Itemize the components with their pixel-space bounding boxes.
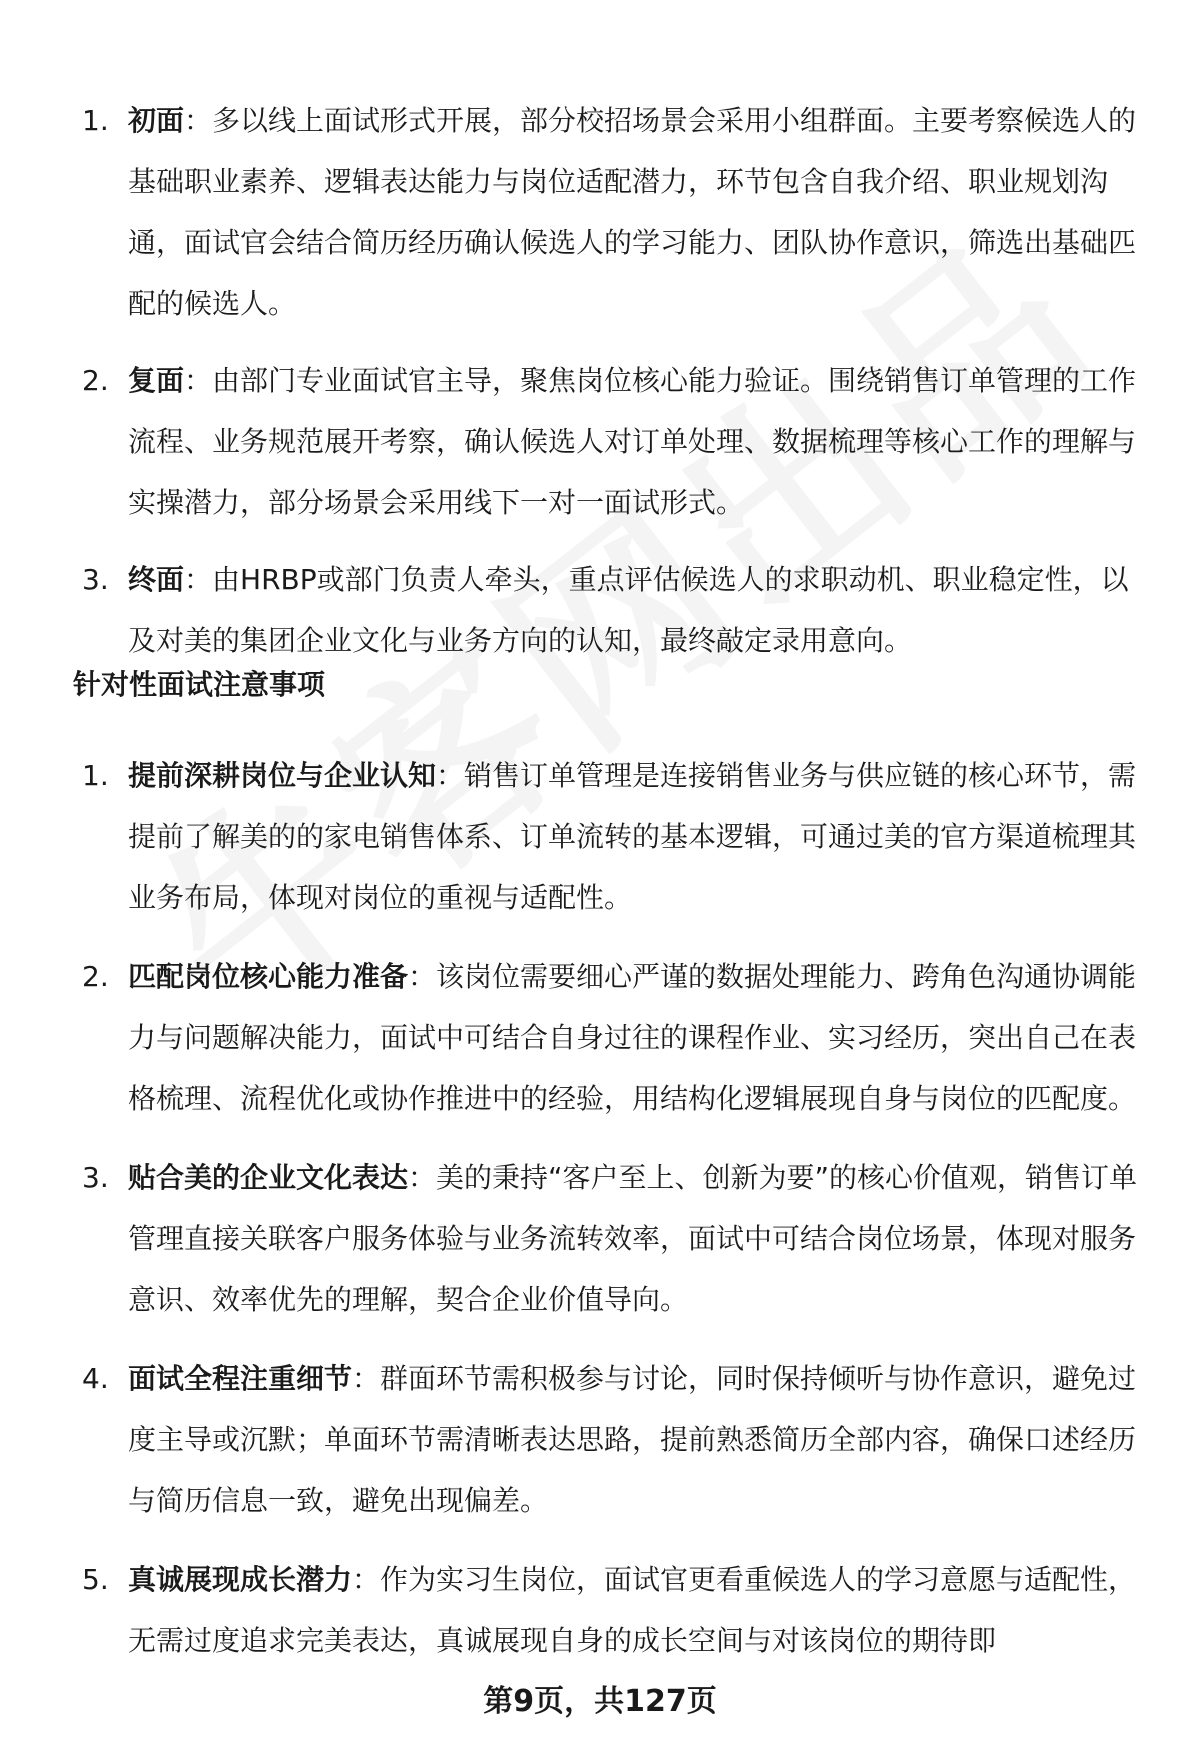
interview-tips-list [0, 745, 1200, 1689]
list-item-separator: ： [184, 364, 213, 397]
list-item [0, 549, 1200, 671]
list-item-separator: ： [408, 1161, 437, 1194]
list-item-term: 复面 [128, 364, 185, 397]
list-item-number: 5. [82, 1563, 109, 1596]
list-item-separator: ： [352, 1362, 381, 1395]
page-footer: 第9页，共127页 [483, 1684, 717, 1719]
list-item-body: 由部门专业面试官主导，聚焦岗位核心能力验证。围绕销售订单管理的工作流程、业务规范展开考察，确认候选人对订单处理、数据梳理等核心工作的理解与实操潜力，部分场景会采用线下一对一面试形式。 [128, 364, 1137, 519]
list-item-text [128, 549, 1138, 671]
list-item-text [128, 1147, 1138, 1330]
list-item-number: 3. [82, 1161, 109, 1194]
list-item-body: 由HRBP或部门负责人牵头，重点评估候选人的求职动机、职业稳定性，以及对美的集团企业文化与业务方向的认知，最终敲定录用意向。 [128, 563, 1129, 657]
list-item-separator: ： [184, 563, 213, 596]
list-item-number: 4. [82, 1362, 109, 1395]
list-item-number: 3. [82, 563, 109, 596]
list-item-number: 2. [82, 364, 109, 397]
list-item-term: 面试全程注重细节 [128, 1362, 353, 1395]
list-item-body: 该岗位需要细心严谨的数据处理能力、跨角色沟通协调能力与问题解决能力，面试中可结合自身过往的课程作业、实习经历，突出自己在表格梳理、流程优化或协作推进中的经验，用结构化逻辑展现自身与岗位的匹配度。 [128, 960, 1137, 1115]
list-item-text [128, 350, 1138, 533]
list-item-text [128, 745, 1138, 928]
list-item-separator: ： [184, 104, 213, 137]
list-item-separator: ： [436, 759, 465, 792]
list-item [0, 1147, 1200, 1330]
list-item-term: 匹配岗位核心能力准备 [128, 960, 409, 993]
list-item-text [128, 90, 1138, 334]
list-item [0, 745, 1200, 928]
list-item-term: 贴合美的企业文化表达 [128, 1161, 409, 1194]
list-item-term: 真诚展现成长潜力 [128, 1563, 353, 1596]
interview-rounds-list [0, 90, 1200, 687]
list-item [0, 946, 1200, 1129]
list-item-term: 提前深耕岗位与企业认知 [128, 759, 437, 792]
list-item-number: 2. [82, 960, 109, 993]
list-item [0, 350, 1200, 533]
list-item-text [128, 1348, 1138, 1531]
list-item [0, 90, 1200, 334]
list-item-body: 多以线上面试形式开展，部分校招场景会采用小组群面。主要考察候选人的基础职业素养、逻辑表达能力与岗位适配潜力，环节包含自我介绍、职业规划沟通，面试官会结合简历经历确认候选人的学习能力、团队协作意识，筛选出基础匹配的候选人。 [128, 104, 1137, 320]
list-item-text [128, 1549, 1138, 1671]
list-item-body: 美的秉持“客户至上、创新为要”的核心价值观，销售订单管理直接关联客户服务体验与业务流转效率，面试中可结合岗位场景，体现对服务意识、效率优先的理解，契合企业价值导向。 [128, 1161, 1138, 1316]
list-item [0, 1348, 1200, 1531]
list-item-separator: ： [352, 1563, 381, 1596]
list-item-number: 1. [82, 759, 109, 792]
list-item [0, 1549, 1200, 1671]
list-item-body: 群面环节需积极参与讨论，同时保持倾听与协作意识，避免过度主导或沉默；单面环节需清晰表达思路，提前熟悉简历全部内容，确保口述经历与简历信息一致，避免出现偏差。 [128, 1362, 1137, 1517]
list-item-term: 初面 [128, 104, 185, 137]
list-item-separator: ： [408, 960, 437, 993]
list-item-number: 1. [82, 104, 109, 137]
list-item-term: 终面 [128, 563, 185, 596]
list-item-text [128, 946, 1138, 1129]
list-item-body: 销售订单管理是连接销售业务与供应链的核心环节，需提前了解美的的家电销售体系、订单流转的基本逻辑，可通过美的官方渠道梳理其业务布局，体现对岗位的重视与适配性。 [128, 759, 1137, 914]
section-heading: 针对性面试注意事项 [73, 668, 326, 701]
list-item-body: 作为实习生岗位，面试官更看重候选人的学习意愿与适配性，无需过度追求完美表达，真诚展现自身的成长空间与对该岗位的期待即 [128, 1563, 1137, 1657]
